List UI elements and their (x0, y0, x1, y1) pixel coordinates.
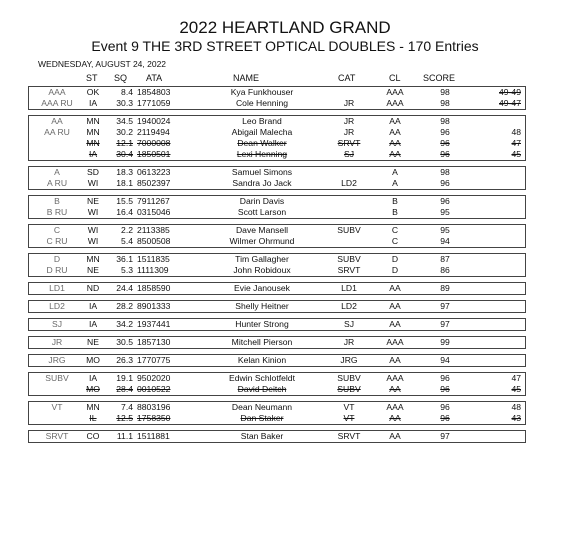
row-shootoff-score: 48 (511, 402, 521, 412)
row-category: SUBV (337, 384, 361, 394)
row-shooter-name: Samuel Simons (231, 167, 293, 177)
row-squad: 11.1 (116, 431, 133, 441)
row-shootoff-score: 47 (511, 373, 521, 383)
row-squad: 2.2 (121, 225, 133, 235)
page-title: 2022 HEARTLAND GRAND (179, 18, 391, 37)
row-ata-number: 0010522 (137, 384, 171, 394)
row-ata-number: 1854803 (137, 87, 171, 97)
row-score: 96 (440, 178, 450, 188)
row-shooter-name: Dave Mansell (235, 225, 289, 235)
row-ata-number: 9502020 (137, 373, 171, 383)
row-squad: 18.3 (116, 167, 133, 177)
row-category: SUBV (337, 225, 361, 235)
table-row (29, 236, 525, 247)
table-row (29, 384, 525, 395)
table-row (29, 167, 525, 178)
row-shooter-name: Scott Larson (237, 207, 287, 217)
row-ata-number: 1858590 (137, 283, 171, 293)
row-state: MN (86, 127, 100, 137)
result-group (28, 354, 526, 367)
row-shooter-name: Darin Davis (239, 196, 285, 206)
row-class-label: B (54, 196, 60, 206)
row-ata-number: 8502397 (137, 178, 171, 188)
table-row (29, 149, 525, 160)
row-class-label: A (54, 167, 60, 177)
row-squad: 7.4 (121, 402, 133, 412)
table-row (29, 337, 525, 348)
row-score: 96 (440, 127, 450, 137)
row-score: 95 (440, 225, 450, 235)
row-class: A (392, 167, 398, 177)
row-squad: 30.5 (116, 337, 133, 347)
row-shooter-name: Mitchell Pierson (231, 337, 293, 347)
row-class-label: AA (51, 116, 63, 126)
row-shooter-name: Stan Baker (240, 431, 284, 441)
row-class-label: LD1 (49, 283, 65, 293)
header-sq: SQ (114, 73, 128, 83)
row-shooter-name: Dean Neumann (231, 402, 293, 412)
row-squad: 30.4 (116, 149, 133, 159)
row-squad: 12.5 (116, 413, 133, 423)
row-shootoff-score: 48 (511, 127, 521, 137)
row-class: AA (389, 319, 401, 329)
row-state: IA (88, 301, 98, 311)
row-category: JR (343, 116, 355, 126)
row-score: 98 (440, 98, 450, 108)
row-ata-number: 0315046 (137, 207, 171, 217)
header-ata: ATA (146, 73, 163, 83)
row-class: AA (389, 413, 401, 423)
row-shooter-name: Tim Gallagher (235, 254, 289, 264)
row-class: AA (389, 384, 401, 394)
result-group (28, 318, 526, 331)
row-class: AAA (386, 402, 404, 412)
table-row (29, 402, 525, 413)
row-class-label: C RU (46, 236, 68, 246)
row-score: 95 (440, 207, 450, 217)
row-state: ND (86, 283, 100, 293)
result-group (28, 336, 526, 349)
row-shootoff-score: 49-49 (499, 87, 521, 97)
row-ata-number: 1758350 (137, 413, 171, 423)
row-score: 99 (440, 337, 450, 347)
row-class: AA (389, 116, 401, 126)
row-squad: 34.2 (116, 319, 133, 329)
row-shootoff-score: 45 (511, 384, 521, 394)
result-group (28, 372, 526, 396)
row-state: WI (87, 207, 99, 217)
row-score: 96 (440, 196, 450, 206)
row-squad: 26.3 (116, 355, 133, 365)
row-state: WI (87, 236, 99, 246)
table-row (29, 265, 525, 276)
row-ata-number: 7000008 (137, 138, 171, 148)
row-class: A (392, 178, 398, 188)
row-class-label: SUBV (45, 373, 69, 383)
row-ata-number: 1771059 (137, 98, 171, 108)
row-category: JRG (340, 355, 358, 365)
row-score: 96 (440, 149, 450, 159)
row-state: MN (86, 254, 100, 264)
row-shooter-name: Kelan Kinion (237, 355, 287, 365)
row-shootoff-score: 45 (511, 149, 521, 159)
header-st: ST (86, 73, 98, 83)
row-class: AA (389, 301, 401, 311)
row-score: 87 (440, 254, 450, 264)
row-state: IA (88, 373, 98, 383)
row-state: IA (88, 149, 98, 159)
row-squad: 30.2 (116, 127, 133, 137)
table-row (29, 413, 525, 424)
row-class: AA (389, 283, 401, 293)
row-squad: 19.1 (116, 373, 133, 383)
row-squad: 28.4 (116, 384, 133, 394)
row-state: WI (87, 178, 99, 188)
row-category: SJ (343, 149, 355, 159)
row-shooter-name: Sandra Jo Jack (232, 178, 292, 188)
row-state: MO (86, 384, 100, 394)
table-row (29, 178, 525, 189)
row-shooter-name: Shelly Heitner (235, 301, 289, 311)
row-ata-number: 1940024 (137, 116, 171, 126)
row-category: SJ (343, 319, 355, 329)
row-class: D (391, 254, 399, 264)
row-score: 97 (440, 431, 450, 441)
row-shootoff-score: 47 (511, 138, 521, 148)
row-score: 98 (440, 87, 450, 97)
row-shooter-name: John Robidoux (233, 265, 291, 275)
table-row (29, 116, 525, 127)
result-group (28, 430, 526, 443)
results-table (28, 86, 526, 448)
row-ata-number: 0613223 (137, 167, 171, 177)
row-category: VT (343, 413, 355, 423)
event-subtitle: Event 9 THE 3RD STREET OPTICAL DOUBLES - 170 Entries (91, 38, 479, 54)
column-header-row (0, 73, 570, 85)
row-ata-number: 7911267 (137, 196, 170, 206)
row-category: SRVT (337, 265, 361, 275)
row-squad: 5.3 (121, 265, 133, 275)
row-state: WI (87, 225, 99, 235)
row-score: 98 (440, 167, 450, 177)
row-class: AAA (386, 98, 404, 108)
row-class: AA (389, 138, 401, 148)
row-state: MN (86, 116, 100, 126)
row-squad: 30.3 (116, 98, 133, 108)
row-squad: 36.1 (116, 254, 133, 264)
result-group (28, 224, 526, 248)
row-class-label: JRG (48, 355, 66, 365)
row-shooter-name: Wilmer Ohrmund (229, 236, 295, 246)
result-group (28, 300, 526, 313)
row-state: IA (88, 319, 98, 329)
table-row (29, 283, 525, 294)
row-state: NE (87, 196, 99, 206)
row-category: JR (343, 98, 355, 108)
row-score: 96 (440, 384, 450, 394)
row-score: 94 (440, 355, 450, 365)
result-group (28, 115, 526, 161)
row-category: VT (343, 402, 355, 412)
row-squad: 28.2 (116, 301, 133, 311)
table-row (29, 431, 525, 442)
row-class: C (391, 236, 399, 246)
header-score: SCORE (423, 73, 456, 83)
row-shooter-name: Lexi Henning (236, 149, 288, 159)
row-score: 96 (440, 413, 450, 423)
row-squad: 24.4 (116, 283, 133, 293)
row-squad: 12.1 (116, 138, 133, 148)
row-ata-number: 1937441 (137, 319, 171, 329)
table-row (29, 319, 525, 330)
row-category: SUBV (337, 373, 361, 383)
row-class: AA (389, 149, 401, 159)
row-state: NE (87, 265, 99, 275)
row-ata-number: 1511835 (137, 254, 170, 264)
row-shooter-name: Dan Staker (240, 413, 284, 423)
row-shooter-name: Dean Walker (237, 138, 287, 148)
row-class: AA (389, 355, 401, 365)
row-class: AA (389, 431, 401, 441)
row-class-label: D RU (46, 265, 68, 275)
row-class: D (391, 265, 399, 275)
row-class-label: JR (51, 337, 63, 347)
row-class: B (392, 207, 398, 217)
row-ata-number: 1857130 (137, 337, 171, 347)
row-class: C (391, 225, 399, 235)
row-squad: 16.4 (116, 207, 133, 217)
row-ata-number: 1850501 (137, 149, 171, 159)
row-ata-number: 1111309 (137, 265, 169, 275)
table-row (29, 196, 525, 207)
result-group (28, 166, 526, 190)
row-score: 97 (440, 301, 450, 311)
table-row (29, 254, 525, 265)
row-squad: 15.5 (116, 196, 133, 206)
row-state: OK (86, 87, 100, 97)
row-category: SRVT (337, 431, 361, 441)
row-category: JR (343, 127, 355, 137)
table-row (29, 87, 525, 98)
row-score: 96 (440, 402, 450, 412)
row-score: 97 (440, 319, 450, 329)
row-class-label: A RU (46, 178, 68, 188)
row-score: 86 (440, 265, 450, 275)
row-category: SUBV (337, 254, 361, 264)
result-group (28, 86, 526, 110)
row-state: IA (88, 98, 98, 108)
header-cat: CAT (338, 73, 356, 83)
row-class: B (392, 196, 398, 206)
row-class-label: C (53, 225, 61, 235)
row-category: LD1 (341, 283, 357, 293)
row-class-label: AAA RU (41, 98, 73, 108)
row-score: 96 (440, 373, 450, 383)
row-class-label: D (53, 254, 61, 264)
row-class: AA (389, 127, 401, 137)
row-shooter-name: Edwin Schlotfeldt (229, 373, 295, 383)
row-ata-number: 8901333 (137, 301, 171, 311)
row-squad: 5.4 (121, 236, 133, 246)
row-class: AAA (386, 87, 404, 97)
row-squad: 18.1 (116, 178, 133, 188)
row-shooter-name: Abigail Malecha (231, 127, 293, 137)
row-shooter-name: Hunter Strong (235, 319, 289, 329)
row-ata-number: 8803196 (137, 402, 171, 412)
row-class-label: AA RU (44, 127, 70, 137)
row-category: JR (343, 337, 355, 347)
row-shootoff-score: 43 (511, 413, 521, 423)
row-class: AAA (386, 337, 404, 347)
table-row (29, 138, 525, 149)
row-category: LD2 (341, 178, 357, 188)
row-ata-number: 2113385 (137, 225, 170, 235)
row-score: 89 (440, 283, 450, 293)
row-ata-number: 1511881 (137, 431, 170, 441)
row-class-label: B RU (46, 207, 68, 217)
row-class-label: LD2 (49, 301, 65, 311)
table-row (29, 225, 525, 236)
row-ata-number: 8500508 (137, 236, 171, 246)
header-cl: CL (389, 73, 401, 83)
row-state: IL (89, 413, 97, 423)
row-shooter-name: Evie Janousek (234, 283, 290, 293)
table-row (29, 207, 525, 218)
row-state: SD (87, 167, 99, 177)
row-ata-number: 2119494 (137, 127, 170, 137)
table-row (29, 355, 525, 366)
row-score: 98 (440, 116, 450, 126)
result-group (28, 253, 526, 277)
result-group (28, 401, 526, 425)
row-shooter-name: Kya Funkhouser (230, 87, 294, 97)
event-date: WEDNESDAY, AUGUST 24, 2022 (38, 59, 167, 69)
row-score: 96 (440, 138, 450, 148)
result-group (28, 282, 526, 295)
row-class-label: VT (51, 402, 63, 412)
row-state: MN (86, 402, 100, 412)
table-row (29, 373, 525, 384)
row-category: SRVT (337, 138, 361, 148)
row-ata-number: 1770775 (137, 355, 171, 365)
table-row (29, 127, 525, 138)
row-class-label: SJ (51, 319, 63, 329)
row-class-label: AAA (48, 87, 66, 97)
row-class: AAA (386, 373, 404, 383)
header-name: NAME (233, 73, 260, 83)
row-squad: 8.4 (121, 87, 133, 97)
row-state: MN (86, 138, 100, 148)
row-squad: 34.5 (116, 116, 133, 126)
result-group (28, 195, 526, 219)
row-shooter-name: Leo Brand (242, 116, 282, 126)
table-row (29, 301, 525, 312)
row-shootoff-score: 49-47 (499, 98, 521, 108)
row-state: CO (86, 431, 100, 441)
row-class-label: SRVT (45, 431, 69, 441)
row-shooter-name: David Deitch (237, 384, 287, 394)
row-state: MO (86, 355, 100, 365)
row-category: LD2 (341, 301, 357, 311)
table-row (29, 98, 525, 109)
row-shooter-name: Cole Henning (235, 98, 289, 108)
row-state: NE (87, 337, 99, 347)
row-score: 94 (440, 236, 450, 246)
